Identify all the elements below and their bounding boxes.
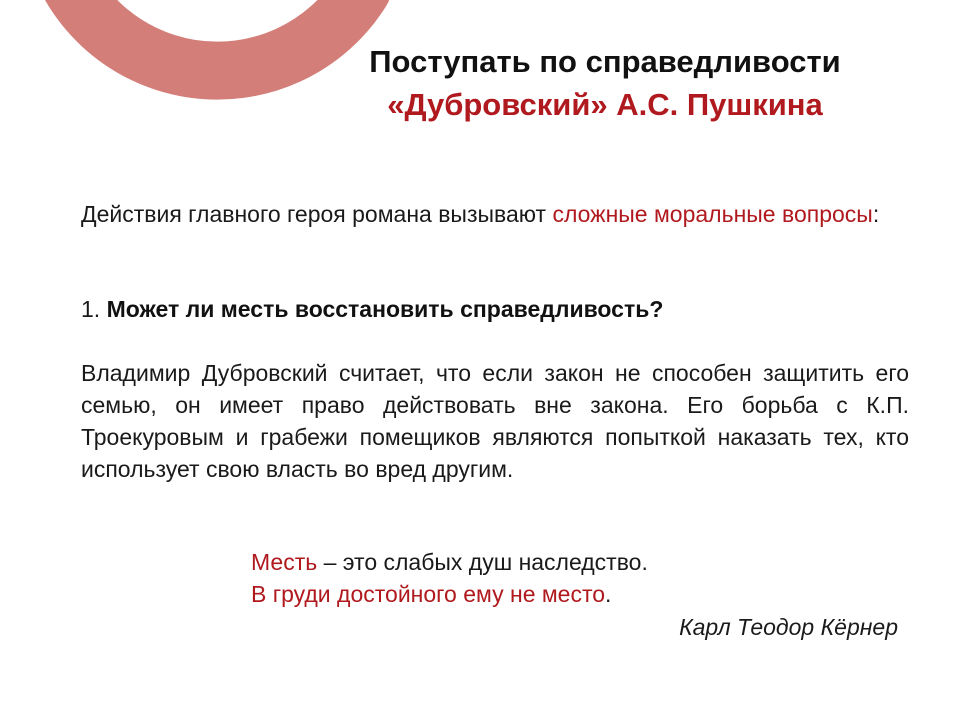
title-line-2: «Дубровский» А.С. Пушкина xyxy=(387,87,823,122)
intro-highlight: сложные моральные вопросы xyxy=(552,201,873,227)
slide-title xyxy=(300,40,910,126)
intro-colon: : xyxy=(872,201,880,227)
quote-line-2 xyxy=(251,578,648,610)
epigraph-quote xyxy=(251,546,648,610)
quote-line-1-rest: – это слабых душ наследство. xyxy=(317,549,648,575)
quote-line-2-end: . xyxy=(605,581,612,607)
explanation-paragraph: Владимир Дубровский считает, что если закон не способен защитить его семью, он имеет право действовать вне закона. Его борьба с К.П. Троекуровым и грабежи помещиков являются попыткой наказать тех, кто использует свою власть во вред другим. xyxy=(81,360,909,482)
quote-line-1 xyxy=(251,546,648,578)
question-item xyxy=(81,293,909,325)
quote-line-2-highlight: В груди достойного ему не место xyxy=(251,581,606,607)
question-number: 1. xyxy=(81,296,107,322)
intro-text: Действия главного героя романа вызывают xyxy=(81,201,553,227)
question-text: Может ли месть восстановить справедливость? xyxy=(106,296,664,322)
quote-line-1-highlight: Месть xyxy=(251,549,318,575)
intro-paragraph xyxy=(81,198,909,230)
quote-author: Карл Теодор Кёрнер xyxy=(679,614,898,640)
title-line-1: Поступать по справедливости xyxy=(369,44,841,79)
